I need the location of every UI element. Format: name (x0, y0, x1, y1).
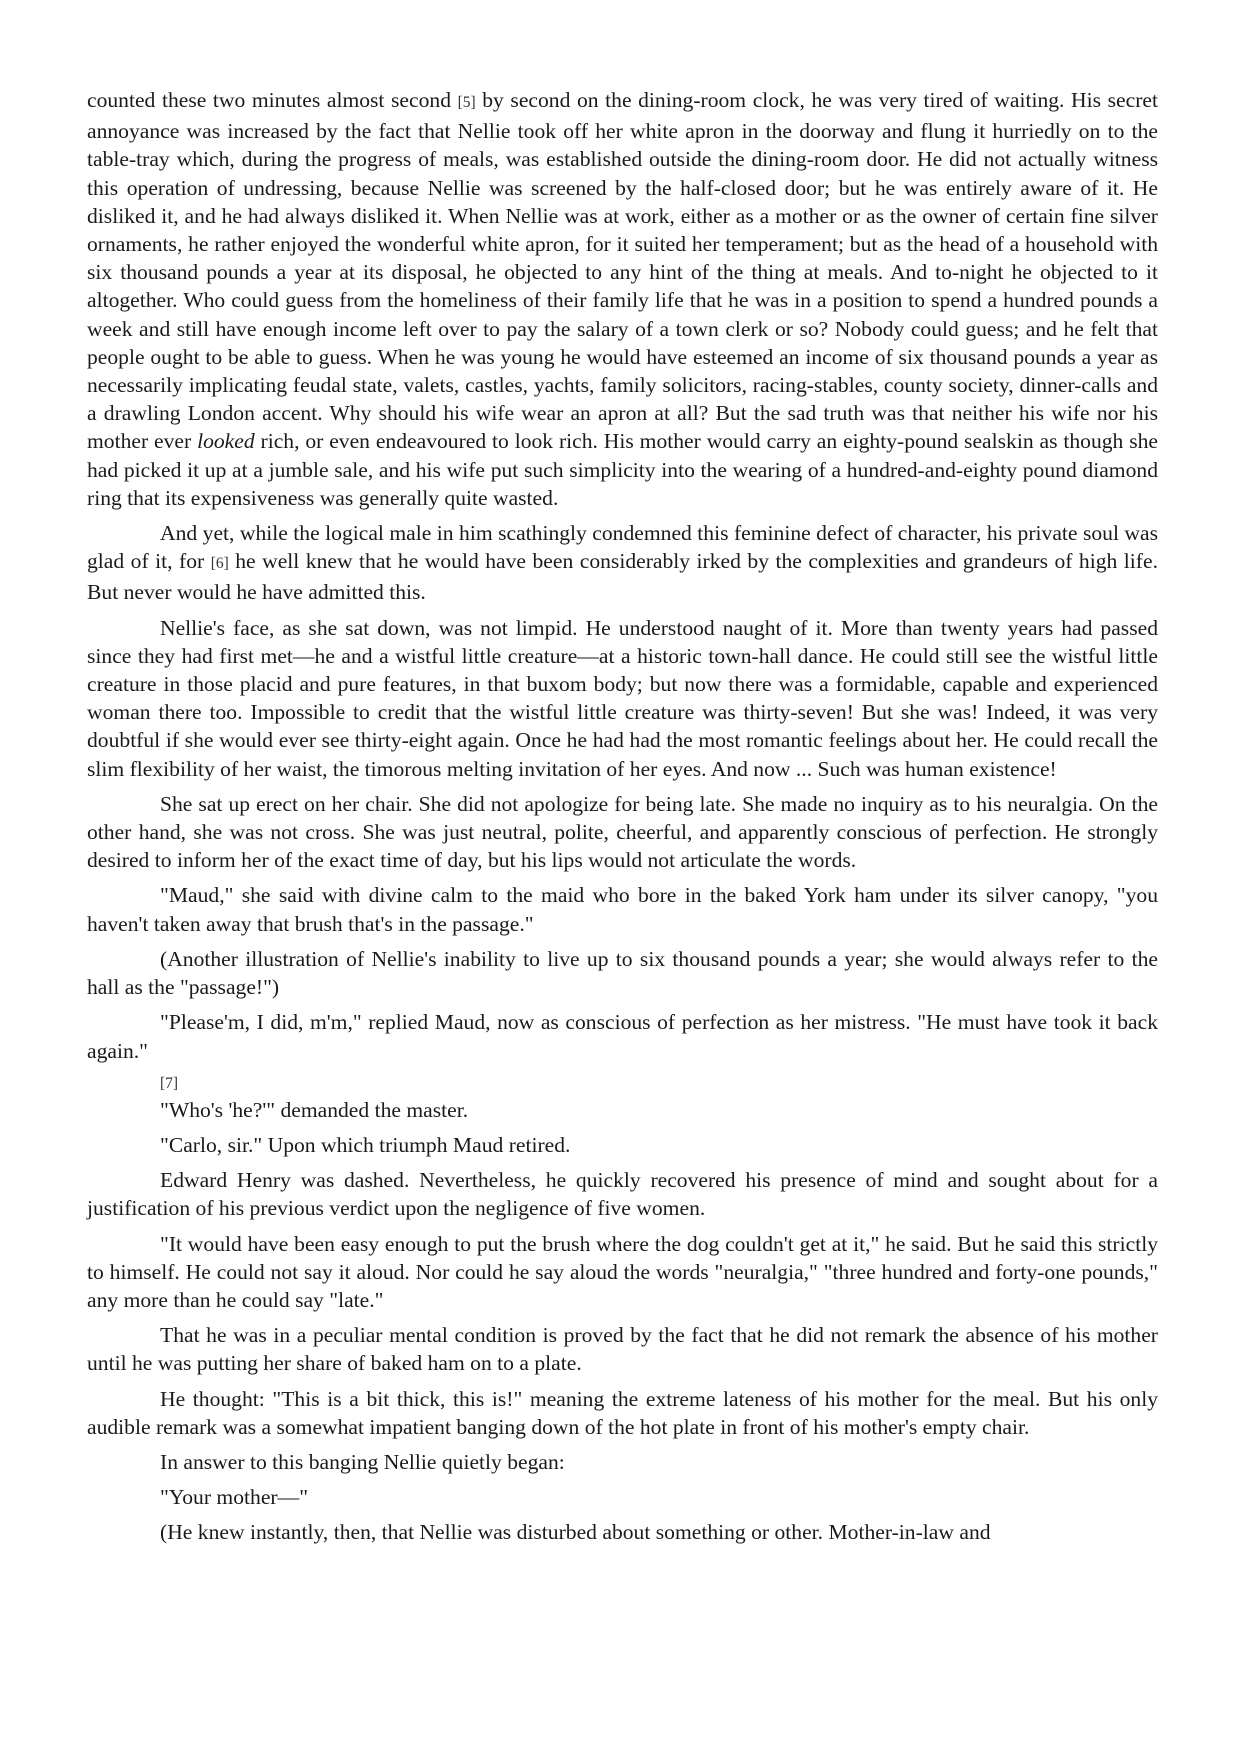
text-run: rich, or even endeavoured to look rich. His mother would carry an eighty-pound sealskin as though she had picked it up at a jumble sale, and his wife put such simplicity into the wearing of a hundred-and-eighty pound diamond ring that its expensiveness was generally quite wasted. (87, 429, 1159, 510)
paragraph-4: She sat up erect on her chair. She did not apologize for being late. She made no inquiry as to his neuralgia. On the other hand, she was not cross. She was just neutral, polite, cheerful, and apparently conscious of perfection. He strongly desired to inform her of the exact time of day, but his lips would not articulate the words. (87, 791, 1158, 873)
paragraph-10: Edward Henry was dashed. Nevertheless, he quickly recovered his presence of mind and sought about for a justification of his previous verdict upon the negligence of five women. (87, 1168, 1158, 1221)
paragraph-6: (Another illustration of Nellie's inability to live up to six thousand pounds a year; she would always refer to the hall as the "passage!") (87, 946, 1158, 1000)
paragraph-1 (87, 86, 1158, 512)
page-number-marker: [5] (457, 94, 476, 111)
paragraph-13: He thought: "This is a bit thick, this is!" meaning the extreme lateness of his mother for the meal. But his only audible remark was a somewhat impatient banging down of the hot plate in front of his mother's empty chair. (87, 1386, 1158, 1439)
text-run: counted these two minutes almost second (87, 88, 458, 112)
paragraph-3: Nellie's face, as she sat down, was not limpid. He understood naught of it. More than twenty years had passed since they had first met—he and a wistful little creature—at a historic town-hall dance. He could still see the wistful little creature in those placid and pure features, in that buxom body; but now there was a formidable, capable and experienced woman there too. Impossible to credit that the wistful little creature was thirty-seven! But she was! Indeed, it was very doubtful if she would ever see thirty-eight again. Once he had had the most romantic feelings about her. He could recall the slim flexibility of her waist, the timorous melting invitation of her eyes. And now ... Such was human existence! (87, 615, 1158, 781)
paragraph-7: "Please'm, I did, m'm," replied Maud, now as conscious of perfection as her mistress. "He must have took it back again." (87, 1010, 1158, 1063)
emphasis-text: looked (197, 429, 255, 454)
paragraph-2 (87, 519, 1158, 607)
text-run: he well knew that he would have been considerably irked by the complexities and grandeurs of high life. But never would he have admitted this. (87, 549, 1158, 605)
paragraph-14: In answer to this banging Nellie quietly began: (160, 1449, 565, 1474)
paragraph-9: "Carlo, sir." Upon which triumph Maud retired. (160, 1132, 571, 1157)
page-number-marker: [7] (160, 1074, 179, 1092)
page-number-marker: [6] (210, 555, 229, 573)
paragraph-12: That he was in a peculiar mental condition is proved by the fact that he did not remark the absence of his mother until he was putting her share of baked ham on to a plate. (87, 1323, 1158, 1376)
paragraph-11: "It would have been easy enough to put the brush where the dog couldn't get at it," he said. But he said this strictly to himself. He could not say it aloud. Nor could he say aloud the words "neuralgia," "three hundred and forty-one pounds," any more than he could say "late." (87, 1231, 1158, 1312)
paragraph-8: "Who's 'he?'" demanded the master. (160, 1097, 469, 1122)
paragraph-5: "Maud," she said with divine calm to the maid who bore in the baked York ham under its silver canopy, "you haven't taken away that brush that's in the passage." (87, 883, 1158, 936)
text-run: And yet, while the logical male in him scathingly condemned this feminine defect of character, his private soul was glad of it, for (87, 521, 1158, 574)
paragraph-15: "Your mother—" (160, 1485, 309, 1510)
paragraph-16: (He knew instantly, then, that Nellie was disturbed about something or other. Mother-in-law and (160, 1520, 991, 1545)
text-run: by second on the dining-room clock, he was very tired of waiting. His secret annoyance was increased by the fact that Nellie took off her white apron in the doorway and flung it hurriedly on to the table-tray which, during the progress of meals, was established outside the dining-room door. He did not actually witness this operation of undressing, because Nellie was screened by the half-closed door; but he was entirely aware of it. He disliked it, and he had always disliked it. When Nellie was at work, either as a mother or as the owner of certain fine silver ornaments, he rather enjoyed the wonderful white apron, for it suited her temperament; but as the head of a household with six thousand pounds a year at its disposal, he objected to any hint of the thing at meals. And to-night he objected to it altogether. Who could guess from the homeliness of their family life that he was in a position to spend a hundred pounds a week and still have enough income left over to pay the salary of a town clerk or so? Nobody could guess; and he felt that people ought to be able to guess. When he was young he would have esteemed an income of six thousand pounds a year as necessarily implicating feudal state, valets, castles, yachts, family solicitors, racing-stables, county society, dinner-calls and a drawling London accent. Why should his wife wear an apron at all? But the sad truth was that neither his wife nor his mother ever (87, 88, 1158, 454)
